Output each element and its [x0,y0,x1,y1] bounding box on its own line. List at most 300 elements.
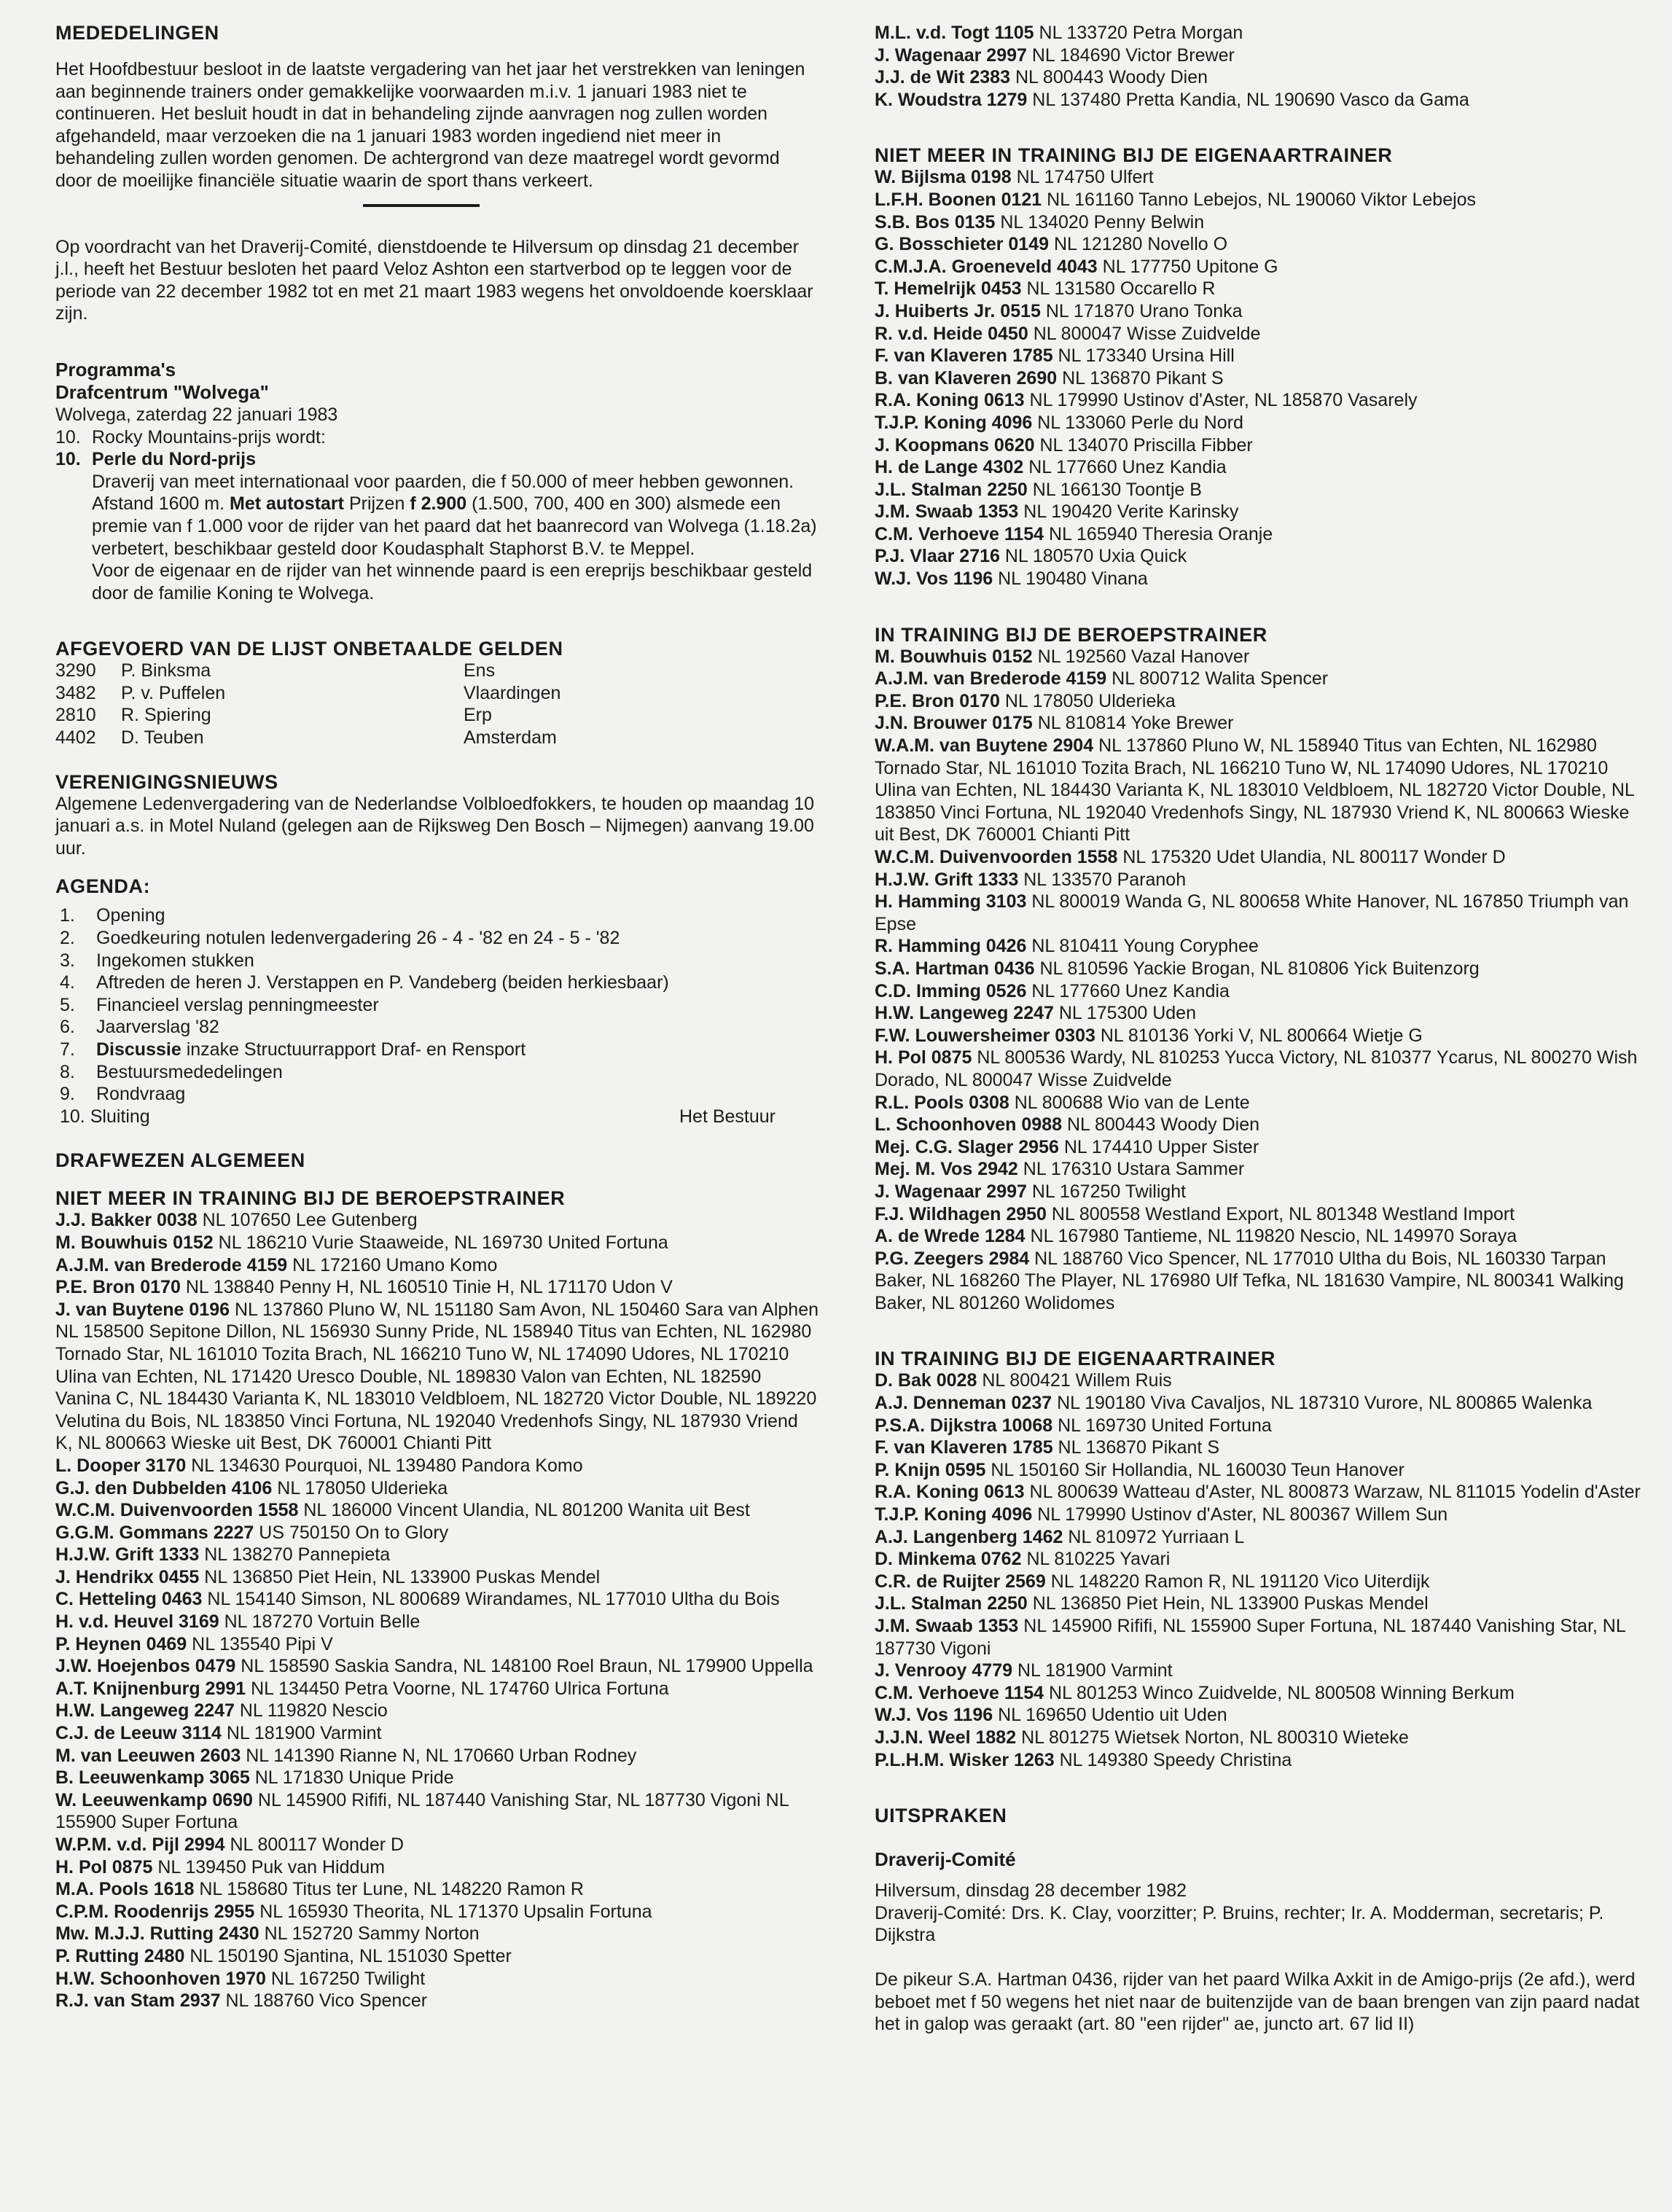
horse-list: NL 158590 Saskia Sandra, NL 148100 Roel Braun, NL 179900 Uppella [241,1656,813,1677]
horse-list: NL 141390 Rianne N, NL 170660 Urban Rodney [246,1745,637,1766]
horse-list: NL 136850 Piet Hein, NL 133900 Puskas Mendel [204,1566,601,1587]
trainer-entry [55,1522,819,1544]
trainer-entry [55,1209,819,1232]
programma-honorary-prize: Voor de eigenaar en de rijder van het winnende paard is een ereprijs beschikbaar gesteld door de familie Koning te Wolvega. [92,560,813,603]
trainer-entry [875,1592,1647,1615]
trainer-name: T.J.P. Koning 4096 [875,1504,1033,1525]
horse-list: NL 131580 Occarello R [1026,278,1216,300]
trainer-entry [55,1700,819,1722]
agenda-item-bold: Discussie [96,1039,181,1060]
horse-list: NL 801275 Wietsek Norton, NL 800310 Wieteke [1021,1727,1409,1748]
horse-list: NL 177660 Unez Kandia [1028,457,1227,478]
trainer-name: A.J.M. van Brederode 4159 [875,668,1107,689]
trainer-entry [875,1415,1647,1437]
uitspraken-section [875,1805,1647,2036]
horse-list: NL 150160 Sir Hollandia, NL 160030 Teun Hanover [991,1459,1405,1480]
trainer-entry [875,479,1647,501]
trainer-name: J. Wagenaar 2997 [875,44,1027,66]
trainer-name: A.J. Denneman 0237 [875,1393,1052,1414]
horse-list: NL 800536 Wardy, NL 810253 Yucca Victory, NL 810377 Ycarus, NL 800270 Wish Dorado, NL 800047 Wisse Zuidvelde [875,1047,1638,1090]
trainer-name: B. Leeuwenkamp 3065 [55,1767,250,1789]
left-column [55,22,819,2012]
vereniging-text: Algemene Ledenvergadering van de Nederlandse Volbloedfokkers, te houden op maandag 10 januari a.s. in Motel Nuland (gelegen aan de Rijksweg Den Bosch – Nijmegen) aanvang 19.00 uur. [55,793,815,859]
trainer-entry [55,1276,819,1299]
horse-list: NL 178050 Ulderieka [1004,690,1176,711]
programma-date: Wolvega, zaterdag 22 januari 1983 [55,404,338,425]
trainer-entry [875,1248,1647,1315]
horse-list: NL 810225 Yavari [1026,1549,1171,1570]
trainer-name: F. van Klaveren 1785 [875,1437,1053,1458]
horse-list: NL 121280 Novello O [1053,234,1228,255]
agenda-item-number: 4. [60,972,75,993]
horse-list: NL 190480 Vinana [998,568,1148,590]
horse-list: NL 180570 Uxia Quick [1004,546,1187,567]
trainer-name: F.J. Wildhagen 2950 [875,1203,1047,1224]
trainer-entry [55,1878,819,1901]
agenda-item-number: 5. [60,994,75,1015]
trainer-name: T. Hemelrijk 0453 [875,278,1022,300]
horse-list: NL 181900 Varmint [226,1723,382,1744]
trainer-entry [875,1504,1647,1526]
trainer-entry [875,1136,1647,1159]
trainer-entry [875,1749,1647,1772]
trainer-entry [55,1990,819,2012]
trainer-name: W.C.M. Duivenvoorden 1558 [875,847,1118,867]
horse-list: NL 150190 Sjantina, NL 151030 Spetter [190,1945,512,1966]
trainer-entry [875,1481,1647,1504]
trainer-name: M. van Leeuwen 2603 [55,1745,241,1766]
trainer-name: H. Hamming 3103 [875,891,1027,912]
afgevoerd-num: 3290 [55,660,96,681]
trainer-entry [55,1968,819,1990]
trainer-name: K. Woudstra 1279 [875,89,1028,110]
horse-list: US 750150 On to Glory [259,1522,449,1543]
horse-list: NL 176310 Ustara Sammer [1023,1159,1245,1180]
agenda-item-text: Jaarverslag '82 [96,1017,219,1038]
afgevoerd-row [55,660,819,682]
trainer-name: W.A.M. van Buytene 2904 [875,735,1094,757]
horse-list: NL 167250 Twilight [270,1968,426,1989]
trainer-name: P.L.H.M. Wisker 1263 [875,1749,1055,1770]
trainer-name: J. Wagenaar 2997 [875,1181,1027,1202]
trainer-entry [875,1092,1647,1114]
trainer-entry [875,690,1647,713]
trainer-name: C.M.J.A. Groeneveld 4043 [875,256,1098,277]
trainer-name: H.J.W. Grift 1333 [875,869,1019,890]
trainer-name: J. Venrooy 4779 [875,1660,1013,1681]
trainer-name: H. Pol 0875 [55,1856,153,1877]
trainer-name: W.C.M. Duivenvoorden 1558 [55,1500,299,1521]
horse-list: NL 810411 Young Coryphee [1031,936,1259,957]
horse-list: NL 192560 Vazal Hanover [1037,646,1250,667]
agenda-section [55,875,819,1128]
trainer-name: Mw. M.J.J. Rutting 2430 [55,1923,259,1945]
horse-list: NL 166130 Toontje B [1032,479,1202,500]
horse-list: NL 810596 Yackie Brogan, NL 810806 Yick Buitenzorg [1039,958,1480,979]
agenda-item-number: 9. [60,1084,75,1105]
trainer-entry [875,935,1647,958]
drafwezen-heading: DRAFWEZEN ALGEMEEN [55,1149,305,1172]
afgevoerd-name: P. Binksma [121,660,211,681]
trainer-name: C. Hetteling 0463 [55,1589,203,1610]
horse-list: NL 179990 Ustinov d'Aster, NL 800367 Willem Sun [1037,1504,1448,1525]
trainer-entry [875,980,1647,1003]
trainer-name: Mej. M. Vos 2942 [875,1159,1018,1180]
horse-list: NL 171830 Unique Pride [254,1767,454,1789]
trainer-name: M.A. Pools 1618 [55,1879,195,1900]
horse-list: NL 154140 Simson, NL 800689 Wirandames, NL 177010 Ultha du Bois [207,1589,780,1610]
horse-list: NL 169730 United Fortuna [1058,1415,1272,1436]
trainer-name: F. van Klaveren 1785 [875,345,1053,367]
trainer-entry [55,1789,819,1834]
trainer-entry [875,89,1647,112]
horse-list: NL 810972 Yurriaan L [1068,1526,1245,1547]
trainer-entry [55,1499,819,1522]
trainer-entry [875,668,1647,690]
trainer-entry [875,1682,1647,1705]
trainer-name: D. Bak 0028 [875,1370,977,1391]
trainer-entry [875,389,1647,412]
trainer-name: P. Heynen 0469 [55,1633,187,1654]
trainer-name: J.J. Bakker 0038 [55,1210,198,1231]
agenda-item-text: Goedkeuring notulen ledenvergadering 26 - 4 - '82 en 24 - 5 - '82 [96,928,620,949]
trainer-entry [875,1704,1647,1727]
trainer-name: W. Leeuwenkamp 0690 [55,1789,253,1810]
trainer-name: J.W. Hoejenbos 0479 [55,1656,236,1677]
horse-list: NL 801253 Winco Zuidvelde, NL 800508 Winning Berkum [1049,1682,1515,1703]
trainer-name: H. v.d. Heuvel 3169 [55,1611,219,1633]
horse-list: NL 139450 Puk van Hiddum [157,1856,386,1877]
agenda-item-number: 7. [60,1039,75,1060]
trainer-entry [875,434,1647,457]
trainer-entry [55,1856,819,1879]
trainer-entry [55,1588,819,1611]
horse-list: NL 175300 Uden [1058,1003,1196,1024]
trainer-name: R.A. Koning 0613 [875,390,1025,411]
trainer-name: F.W. Louwersheimer 0303 [875,1025,1095,1046]
trainer-entry [875,1437,1647,1459]
horse-list: NL 145900 Rififi, NL 155900 Super Fortuna, NL 187440 Vanishing Star, NL 187730 Vigoni [875,1616,1625,1659]
uitspraken-subheading: Draverij-Comité [875,1848,1016,1871]
trainer-entry [55,1722,819,1745]
horse-list: NL 136870 Pikant S [1062,367,1224,388]
agenda-item [55,1061,819,1084]
horse-list: NL 181900 Varmint [1017,1660,1173,1681]
trainer-name: H.W. Langeweg 2247 [55,1700,235,1721]
programma-autostart: Met autostart [230,493,344,515]
afgevoerd-city: Vlaardingen [464,682,561,703]
trainer-name: R.A. Koning 0613 [875,1482,1025,1503]
trainer-name: C.P.M. Roodenrijs 2955 [55,1901,255,1922]
trainer-name: C.R. de Ruijter 2569 [875,1571,1046,1592]
horse-list: NL 165940 Theresia Oranje [1049,523,1273,544]
programma-item [55,426,819,449]
agenda-item [55,927,819,950]
horse-list: NL 133060 Perle du Nord [1037,412,1243,433]
trainer-name: J.M. Swaab 1353 [875,1616,1019,1636]
trainer-entry [55,1566,819,1589]
right-column [875,22,1647,2036]
programma-race-number: 10. [55,449,81,470]
trainer-name: A.J.M. van Brederode 4159 [55,1254,288,1275]
trainer-entry [55,1767,819,1789]
horse-list: NL 169650 Udentio uit Uden [998,1705,1227,1726]
trainer-entry [875,568,1647,590]
trainer-name: W.P.M. v.d. Pijl 2994 [55,1834,225,1855]
afgevoerd-num: 4402 [55,727,96,749]
trainer-entry [875,891,1647,935]
uitspraken-committee: Draverij-Comité: Drs. K. Clay, voorzitter; P. Bruins, rechter; Ir. A. Modderman, secretaris; P. Dijkstra [875,1902,1604,1946]
trainer-name: J. van Buytene 0196 [55,1299,230,1320]
agenda-item-number: 10. [60,1106,85,1127]
horse-list: NL 161160 Tanno Lebejos, NL 190060 Viktor Lebejos [1047,189,1477,210]
uitspraken-date: Hilversum, dinsdag 28 december 1982 [875,1880,1187,1902]
section-gap [875,1314,1647,1348]
afgevoerd-heading: AFGEVOERD VAN DE LIJST ONBETAALDE GELDEN [55,638,563,660]
trainer-name: R. v.d. Heide 0450 [875,323,1028,344]
horse-list: NL 177660 Unez Kandia [1031,980,1230,1001]
horse-list: NL 137860 Pluno W, NL 151180 Sam Avon, NL 150460 Sara van Alphen NL 158500 Sepitone Dillon, NL 156930 Sunny Pride, NL 158940 Titus van Echten, NL 162980 Tornado Star, NL 161010 Tozita Brach, NL 166210 Tuno W, NL 174090 Udores, NL 170210 Ulina van Echten, NL 171420 Uresco Double, NL 189830 Valon van Echten, NL 182590 Vanina C, NL 184430 Varianta K, NL 183010 Veldbloem, NL 182720 Victor Double, NL 189220 Velutina du Bois, NL 183850 Vinci Fortuna, NL 192040 Vredenhofs Singy, NL 187930 Vriend K, NL 800663 Wieske uit Best, DK 760001 Chianti Pitt [55,1299,819,1454]
trainer-name: R.J. van Stam 2937 [55,1990,221,2012]
trainer-entry [55,1633,819,1656]
trainer-name: J. Hendrikx 0455 [55,1566,200,1587]
horse-list: NL 119820 Nescio [239,1700,388,1721]
horse-list: NL 810814 Yoke Brewer [1037,713,1234,734]
horse-list: NL 137860 Pluno W, NL 158940 Titus van Echten, NL 162980 Tornado Star, NL 161010 Tozita Brach, NL 166210 Tuno W, NL 174090 Udores, NL 170210 Ulina van Echten, NL 184430 Varianta K, NL 183010 Veldbloem, NL 182720 Victor Double, NL 183850 Vinci Fortuna, NL 192040 Vredenhofs Singy, NL 187930 Vriend K, NL 800663 Wieske uit Best, DK 760001 Chianti Pitt [875,735,1634,845]
trainer-name: P.G. Zeegers 2984 [875,1248,1030,1269]
trainer-name: W.J. Vos 1196 [875,568,993,590]
trainer-entry [875,323,1647,345]
trainer-name: J.N. Brouwer 0175 [875,713,1033,734]
trainer-name: M. Bouwhuis 0152 [875,646,1033,667]
trainer-name: B. van Klaveren 2690 [875,367,1058,388]
horse-list: NL 800712 Walita Spencer [1112,668,1329,689]
trainer-entry [875,278,1647,300]
trainer-entry [875,1392,1647,1415]
trainer-name: P.E. Bron 0170 [55,1277,181,1298]
trainer-name: A. de Wrede 1284 [875,1226,1026,1247]
afgevoerd-name: P. v. Puffelen [121,682,226,703]
afgevoerd-num: 2810 [55,705,96,726]
afgevoerd-row [55,704,819,727]
agenda-item-text: Sluiting [90,1106,150,1127]
agenda-item-number: 8. [60,1061,75,1082]
horse-list: NL 167980 Tantieme, NL 119820 Nescio, NL 149970 Soraya [1030,1226,1517,1247]
agenda-last-row [55,1106,819,1128]
programma-item-text: Rocky Mountains-prijs wordt: [92,426,326,448]
horse-list: NL 184690 Victor Brewer [1031,44,1235,66]
agenda-item-text: inzake Structuurrapport Draf- en Rensport [186,1039,526,1060]
trainer-name: L. Schoonhoven 0988 [875,1114,1063,1136]
trainer-entry [875,1225,1647,1248]
horse-list: NL 190180 Viva Cavaljos, NL 187310 Vurore, NL 800865 Walenka [1057,1393,1593,1414]
agenda-item [55,950,819,972]
afgevoerd-city: Amsterdam [464,727,557,749]
trainer-name: J.J.N. Weel 1882 [875,1727,1017,1748]
trainer-entry [875,523,1647,546]
horse-list: NL 174750 Ulfert [1016,167,1154,188]
afgevoerd-row [55,727,819,749]
trainer-name: H. de Lange 4302 [875,457,1024,478]
trainer-name: H. Pol 0875 [875,1047,972,1068]
afgevoerd-table [55,660,819,749]
horse-list: NL 175320 Udet Ulandia, NL 800117 Wonder D [1122,847,1506,867]
afgevoerd-name: D. Teuben [121,727,204,749]
horse-list: NL 186000 Vincent Ulandia, NL 801200 Wanita uit Best [303,1500,750,1521]
trainer-entry [55,1544,819,1566]
trainer-entry [55,1923,819,1945]
agenda-item [55,972,819,994]
trainer-entry [55,1455,819,1477]
trainer-name: L. Dooper 3170 [55,1455,187,1476]
programma-section [55,359,819,604]
horse-list: NL 188760 Vico Spencer [225,1990,428,2012]
agenda-item [55,1083,819,1106]
horse-list: NL 134630 Pourquoi, NL 139480 Pandora Komo [191,1455,583,1476]
horse-list: NL 800421 Willem Ruis [982,1370,1172,1391]
horse-list: NL 136870 Pikant S [1058,1437,1219,1458]
agenda-item [60,1106,150,1128]
agenda-item [55,904,819,927]
trainer-entry [875,958,1647,980]
drafwezen-right [875,22,1647,1771]
trainer-name: G.G.M. Gommans 2227 [55,1522,254,1543]
trainer-entry [875,412,1647,434]
trainer-entry [875,1002,1647,1025]
agenda-item-text: Bestuursmededelingen [96,1061,283,1082]
trainer-entry [875,1203,1647,1226]
programma-race-name: Perle du Nord-prijs [92,449,257,470]
trainer-name: J.L. Stalman 2250 [875,479,1028,500]
afgevoerd-name: R. Spiering [121,705,211,726]
trainer-entry [55,1834,819,1856]
mededelingen-paragraph-2: Op voordracht van het Draverij-Comité, dienstdoende te Hilversum op dinsdag 21 december j.l., heeft het Bestuur besloten het paard Veloz Ashton een startverbod op te leggen voor de periode van 22 december 1982 tot en met 21 maart 1983 wegens het onvoldoende koersklaar zijn. [55,236,813,324]
trainer-entry [55,1655,819,1678]
vereniging-heading: VERENIGINGSNIEUWS [55,770,278,793]
trainer-name: H.J.W. Grift 1333 [55,1544,200,1566]
vereniging-section [55,771,819,860]
trainer-entry [875,646,1647,668]
trainer-name: H.W. Schoonhoven 1970 [55,1968,266,1989]
horse-list: NL 134070 Priscilla Fibber [1039,434,1253,456]
trainer-name: P.S.A. Dijkstra 10068 [875,1415,1053,1436]
agenda-item [55,1016,819,1039]
trainer-name: S.A. Hartman 0436 [875,958,1035,979]
horse-list: NL 145900 Rififi, NL 187440 Vanishing Star, NL 187730 Vigoni NL 155900 Super Fortuna [55,1789,789,1833]
horse-list: NL 138840 Penny H, NL 160510 Tinie H, NL 171170 Udon V [185,1277,673,1298]
horse-list: NL 800117 Wonder D [230,1834,405,1855]
trainer-entry [875,712,1647,735]
trainer-name: J.M. Swaab 1353 [875,501,1019,523]
agenda-item-number: 2. [60,928,75,949]
uitspraken-heading: UITSPRAKEN [875,1805,1007,1827]
trainer-entry [875,869,1647,891]
trainer-entry [55,1745,819,1767]
horse-list: NL 171870 Urano Tonka [1045,300,1243,321]
trainer-entry [875,211,1647,234]
uitspraken-ruling: De pikeur S.A. Hartman 0436, rijder van het paard Wilka Axkit in de Amigo-prijs (2e afd.), werd beboet met f 50 wegens het niet naar de buitenzijde van de baan brengen van zijn paard nadat het in galop was geraakt (art. 80 "een rijder" ae, juncto art. 67 lid II) [875,1969,1640,2035]
agenda-item-number: 6. [60,1017,75,1038]
trainer-name: L.F.H. Boonen 0121 [875,189,1042,210]
trainer-entry [55,1254,819,1277]
trainer-entry [875,1158,1647,1181]
trainer-name: T.J.P. Koning 4096 [875,412,1033,433]
trainer-name: M.L. v.d. Togt 1105 [875,23,1034,43]
agenda-item-number: 3. [60,950,75,971]
horse-list: NL 158680 Titus ter Lune, NL 148220 Ramon R [199,1879,584,1900]
horse-list: NL 800639 Watteau d'Aster, NL 800873 Warzaw, NL 811015 Yodelin d'Aster [1029,1482,1641,1503]
trainer-name: Mej. C.G. Slager 2956 [875,1136,1059,1157]
trainer-name: P.J. Vlaar 2716 [875,546,1000,567]
agenda-heading: AGENDA: [55,875,151,898]
horse-list: NL 134450 Petra Voorne, NL 174760 Ulrica Fortuna [251,1678,669,1699]
horse-list: NL 186210 Vurie Staaweide, NL 169730 United Fortuna [218,1232,668,1253]
programma-conditions: Draverij van meet internationaal voor paarden, die f 50.000 of meer hebben gewonnen. Afstand 1600 m. [92,471,794,515]
afgevoerd-city: Erp [464,705,492,726]
drafwezen-left [55,1187,819,2012]
programma-heading: Programma's [55,358,176,380]
horse-list: NL 810136 Yorki V, NL 800664 Wietje G [1100,1025,1423,1046]
horse-list: NL 152720 Sammy Norton [264,1923,480,1945]
trainer-entry [875,545,1647,568]
horse-list: NL 800047 Wisse Zuidvelde [1033,323,1261,344]
trainer-entry [875,1459,1647,1482]
trainer-entry [875,367,1647,390]
trainer-name: C.M. Verhoeve 1154 [875,1682,1044,1703]
trainer-name: A.T. Knijnenburg 2991 [55,1678,246,1699]
horse-list: NL 172160 Umano Komo [292,1254,498,1275]
trainer-entry [875,233,1647,256]
mededelingen-paragraph-1: Het Hoofdbestuur besloot in de laatste vergadering van het jaar het verstrekken van leningen aan beginnende trainers onder gemakkelijke voorwaarden m.i.v. 1 januari 1983 niet te continueren. Het besluit houdt in dat in behandeling zijnde aanvragen nog zullen worden afgehandeld, maar verzoeken die na 1 januari 1983 worden ingediend niet meer in behandeling zullen worden genomen. De achtergrond van deze maatregel wordt gevormd door de moeilijke financiële situatie waarin de sport thans verkeert. [55,59,805,191]
trainer-name: D. Minkema 0762 [875,1549,1022,1570]
trainer-entry [55,1299,819,1455]
afgevoerd-section [55,638,819,749]
trainer-entry [875,66,1647,89]
trainer-entry [55,1611,819,1633]
programma-race-details [55,471,819,605]
trainer-name: C.J. de Leeuw 3114 [55,1723,222,1744]
trainer-entry [875,456,1647,479]
horse-list: NL 187270 Vortuin Belle [224,1611,421,1633]
horse-list: NL 800688 Wio van de Lente [1014,1092,1250,1113]
trainer-entry [875,300,1647,323]
trainer-entry [875,1025,1647,1047]
trainer-name: C.M. Verhoeve 1154 [875,523,1044,544]
horse-list: NL 800443 Woody Dien [1015,67,1208,88]
trainer-entry [875,345,1647,367]
trainer-entry [875,501,1647,523]
trainer-entry [875,1615,1647,1660]
agenda-item-number: 1. [60,905,75,926]
trainer-entry [875,1181,1647,1203]
trainer-name: W. Bijlsma 0198 [875,167,1012,188]
horse-list: NL 174410 Upper Sister [1063,1136,1259,1157]
horse-list: NL 137480 Pretta Kandia, NL 190690 Vasco da Gama [1032,89,1469,110]
trainer-name: C.D. Imming 0526 [875,980,1027,1001]
trainer-entry [875,1526,1647,1549]
trainer-entry [55,1232,819,1254]
agenda-signature: Het Bestuur [679,1106,776,1127]
afgevoerd-city: Ens [464,660,496,681]
trainer-entry [875,1548,1647,1571]
agenda-item-text: Financieel verslag penningmeester [96,994,379,1015]
trainer-entry [875,1047,1647,1091]
agenda-item-text: Ingekomen stukken [96,950,254,971]
horse-list: NL 173340 Ursina Hill [1058,345,1235,367]
afgevoerd-num: 3482 [55,682,96,703]
trainer-name: A.J. Langenberg 1462 [875,1526,1063,1547]
horse-list: NL 135540 Pipi V [192,1633,333,1654]
